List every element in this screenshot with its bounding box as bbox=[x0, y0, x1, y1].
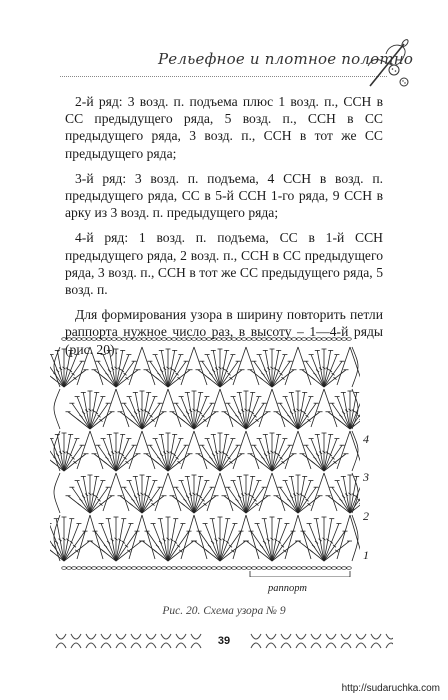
watermark: http://sudaruchka.com bbox=[341, 683, 440, 694]
running-header-title: Рельефное и плотное полотно bbox=[158, 50, 414, 68]
crochet-pattern-diagram bbox=[50, 325, 360, 577]
row-label-3: 3 bbox=[363, 470, 369, 484]
figure-caption: Рис. 20. Схема узора № 9 bbox=[162, 605, 286, 617]
paragraph-instructions: Для формирования узора в ширину повторить петли раппорта нужное число раз, в высоту – 1—4-й ряды (рис. 20). bbox=[65, 307, 383, 357]
row-label-1: 1 bbox=[363, 548, 369, 562]
needle-and-buttons-icon bbox=[364, 36, 414, 96]
header-divider bbox=[60, 76, 387, 77]
repeat-label: раппорт bbox=[268, 583, 307, 594]
row-label-2: 2 bbox=[363, 509, 369, 523]
paragraph-row-3: 3-й ряд: 3 возд. п. подъема, 4 ССН в возд. п. предыдущего ряда, СС в 5-й ССН 1-го ряда, 9 ССН в арку из 3 возд. п. предыдущего ряда; bbox=[65, 170, 383, 221]
page-number: 39 bbox=[217, 635, 231, 647]
paragraph-row-4: 4-й ряд: 1 возд. п. подъема, СС в 1-й ССН предыдущего ряда, 2 возд. п., ССН в СС предыдущего ряда, 3 возд. п., ССН в тот же СС предыдущего ряда, 5 возд. п. bbox=[65, 230, 383, 298]
paragraph-row-2: 2-й ряд: 3 возд. п. подъема плюс 1 возд. п., ССН в СС предыдущего ряда, 5 возд. п., ССН в СС предыдущего ряда, 3 возд. п., ССН в тот же СС предыдущего ряда; bbox=[65, 94, 383, 161]
row-label-4: 4 bbox=[363, 432, 369, 446]
